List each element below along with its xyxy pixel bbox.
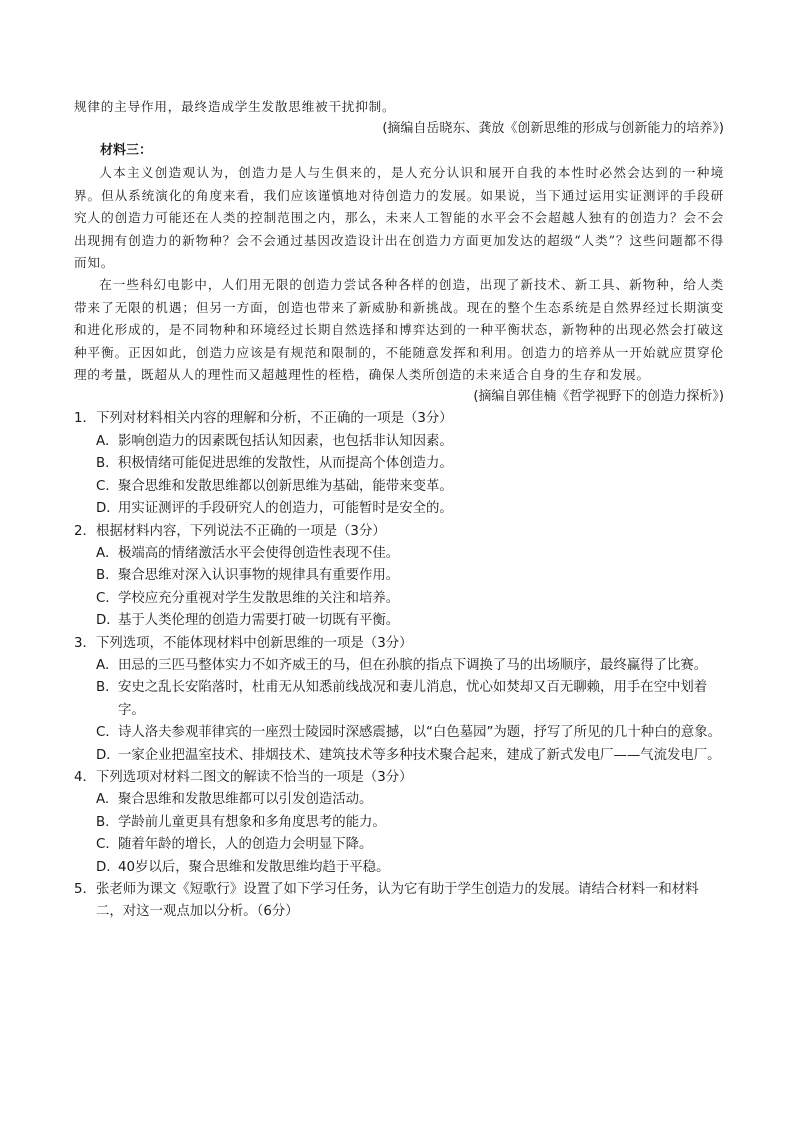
answer-option [74, 431, 724, 453]
question-number: 1． [74, 411, 96, 427]
answer-option [74, 453, 724, 475]
option-letter: A． [96, 433, 119, 449]
option-text: 学校应充分重视对学生发散思维的关注和培养。 [118, 590, 400, 606]
question-4 [74, 767, 724, 879]
answer-option [74, 857, 724, 879]
continued-paragraph: 规律的主导作用，最终造成学生发散思维被干扰抑制。 [74, 99, 396, 114]
answer-option [74, 834, 724, 856]
answer-option [74, 745, 724, 767]
option-text: 积极情绪可能促进思维的发散性，从而提高个体创造力。 [118, 456, 453, 472]
option-letter: D． [96, 747, 120, 763]
option-letter: D． [96, 613, 120, 629]
question-text: 下列对材料相关内容的理解和分析，不正确的一项是（3分） [96, 411, 453, 427]
answer-option [74, 655, 724, 677]
option-text: 基于人类伦理的创造力需要打破一切既有平衡。 [118, 613, 400, 629]
question-2 [74, 521, 724, 633]
option-letter: B． [96, 568, 119, 584]
question-1 [74, 408, 724, 520]
question-list [74, 408, 724, 923]
question-5 [74, 879, 724, 924]
material3-paragraph-1: 人本主义创造观认为，创造力是人与生俱来的，是人充分认识和展开自我的本性时必然会达到的一种境界。但从系统演化的角度来看，我们应该谨慎地对待创造力的发展。如果说，当下通过运用实证测评的手段研究人的创造力可能还在人类的控制范围之内，那么，未来人工智能的水平会不会超越人独有的创造力？会不会出现拥有创造力的新物种？会不会通过基因改造设计出在创造力方面更加发达的超级“人类”？这些问题都不得而知。 [74, 165, 724, 271]
option-text: 聚合思维和发散思维都可以引发创造活动。 [118, 792, 373, 808]
material3-paragraph-2: 在一些科幻电影中，人们用无限的创造力尝试各种各样的创造，出现了新技术、新工具、新物种，给人类带来了无限的机遇；但另一方面，创造也带来了新威胁和新挑战。现在的整个生态系统是自然界经过长期演变和进化形成的，是不同物种和环境经过长期自然选择和博弈达到的一种平衡状态，新物种的出现必然会打破这种平衡。正因如此，创造力应该是有规范和限制的，不能随意发挥和利用。创造力的培养从一开始就应贯穿伦理的考量，既超从人的理性而又超越理性的桎梏，确保人类所创造的未来适合自身的生存和发展。 [74, 277, 724, 383]
question-text: 张老师为课文《短歌行》设置了如下学习任务，认为它有助于学生创造力的发展。请结合材料一和材料二，对这一观点加以分析。（6分） [96, 882, 699, 920]
answer-option [74, 812, 724, 834]
question-text: 下列选项对材料二图文的解读不恰当的一项是（3分） [96, 769, 413, 785]
question-stem [74, 521, 724, 543]
question-stem [74, 408, 724, 430]
option-letter: B. [96, 814, 110, 830]
question-3 [74, 633, 724, 767]
answer-option [74, 677, 724, 722]
question-number: 4． [74, 769, 96, 785]
option-letter: A． [96, 545, 119, 561]
answer-option [74, 722, 724, 744]
option-text: 聚合思维对深入认识事物的规律具有重要作用。 [118, 568, 400, 584]
option-letter: D． [96, 501, 120, 517]
answer-option [74, 476, 724, 498]
option-letter: C． [96, 590, 119, 606]
option-letter: C． [96, 725, 119, 741]
material3-source: (摘编自郭佳楠《哲学视野下的创造力探析》) [473, 389, 724, 405]
material2-source: (摘编自岳晓东、龚放《创新思维的形成与创新能力的培养》) [382, 121, 724, 137]
question-stem [74, 767, 724, 789]
answer-option [74, 498, 724, 520]
option-text: 影响创造力的因素既包括认知因素，也包括非认知因素。 [118, 433, 453, 449]
question-text: 根据材料内容，下列说法不正确的一项是（3分） [96, 523, 386, 539]
option-letter: B． [96, 680, 119, 696]
option-text: 聚合思维和发散思维都以创新思维为基础，能带来变革。 [118, 478, 453, 494]
option-text: 学龄前儿童更具有想象和多角度思考的能力。 [118, 814, 386, 830]
answer-option [74, 543, 724, 565]
answer-option [74, 789, 724, 811]
option-text: 安史之乱长安陷落时，杜甫无从知悉前线战况和妻儿消息，忧心如焚却又百无聊赖，用手在空中划着字。 [118, 680, 708, 718]
question-stem [74, 879, 724, 924]
option-letter: A. [96, 792, 110, 808]
option-letter: B． [96, 456, 119, 472]
option-text: 40岁以后，聚合思维和发散思维均趋于平稳。 [118, 859, 390, 875]
question-number: 2． [74, 523, 96, 539]
option-text: 随着年龄的增长，人的创造力会明显下降。 [118, 837, 373, 853]
material3-heading: 材料三： [100, 143, 153, 159]
option-text: 极端高的情绪激活水平会使得创造性表现不佳。 [118, 545, 400, 561]
answer-option [74, 588, 724, 610]
question-number: 3． [74, 635, 96, 651]
option-text: 用实证测评的手段研究人的创造力，可能暂时是安全的。 [118, 501, 453, 517]
option-letter: C． [96, 478, 119, 494]
question-text: 下列选项，不能体现材料中创新思维的一项是（3分） [96, 635, 413, 651]
option-text: 一家企业把温室技术、排烟技术、建筑技术等多种技术聚合起来，建成了新式发电厂——气流发电厂。 [118, 747, 721, 763]
question-stem [74, 633, 724, 655]
answer-option [74, 565, 724, 587]
option-letter: C. [96, 837, 110, 853]
option-text: 诗人洛夫参观菲律宾的一座烈士陵园时深感震撼，以“白色墓园”为题，抒写了所见的几十种白的意象。 [118, 725, 722, 741]
option-text: 田忌的三匹马整体实力不如齐威王的马，但在孙膑的指点下调换了马的出场顺序，最终赢得了比赛。 [118, 657, 708, 673]
question-number: 5． [74, 882, 96, 897]
answer-option [74, 610, 724, 632]
option-letter: D. [96, 859, 111, 875]
option-letter: A． [96, 657, 119, 673]
